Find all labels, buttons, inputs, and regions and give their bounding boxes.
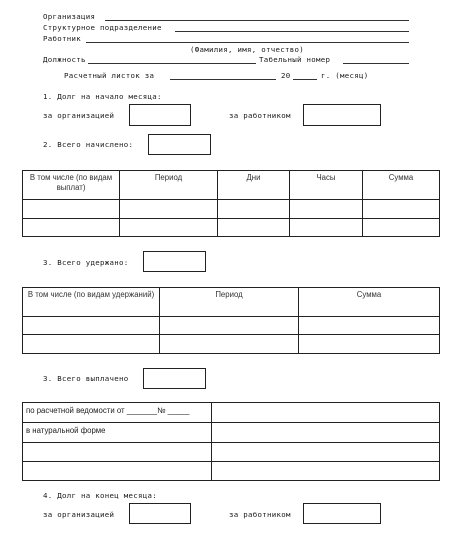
table-cell[interactable] [160, 317, 299, 335]
employee-name-hint: (Фамилия, имя, отчество) [190, 45, 304, 54]
paid-in-kind-label: в натуральной форме [23, 423, 212, 443]
position-field[interactable] [88, 63, 256, 64]
debt-end-org-box[interactable] [129, 503, 191, 524]
withheld-col-period: Период [160, 288, 299, 317]
year-suffix: г. (месяц) [321, 71, 369, 80]
accrued-col-period: Период [120, 171, 218, 200]
table-cell[interactable] [23, 317, 160, 335]
table-cell[interactable] [299, 335, 440, 354]
table-row [23, 403, 440, 423]
table-row [23, 462, 440, 481]
debt-end-employee-label: за работником [229, 510, 291, 519]
table-row [23, 443, 440, 462]
accrued-header-row [23, 171, 440, 200]
slip-month-field[interactable] [170, 79, 276, 80]
paid-total-box[interactable] [143, 368, 206, 389]
table-row [23, 219, 440, 237]
debt-end-employee-box[interactable] [303, 503, 381, 524]
paid-statement-label: по расчетной ведомости от _______№ _____ [23, 403, 212, 423]
table-cell[interactable] [160, 335, 299, 354]
table-cell[interactable] [212, 423, 440, 443]
table-cell[interactable] [218, 219, 290, 237]
paid-title: 3. Всего выплачено [43, 374, 129, 383]
table-cell[interactable] [299, 317, 440, 335]
accrued-total-box[interactable] [148, 134, 211, 155]
debt-end-title: 4. Долг на конец месяца: [43, 491, 157, 500]
debt-start-employee-label: за работником [229, 111, 291, 120]
table-cell[interactable] [23, 200, 120, 219]
debt-start-employee-box[interactable] [303, 104, 381, 126]
accrued-col-days: Дни [218, 171, 290, 200]
debt-start-title: 1. Долг на начало месяца: [43, 92, 162, 101]
employee-field[interactable] [86, 42, 409, 43]
accrued-col-types: В том числе (по видам выплат) [23, 171, 120, 200]
employee-label: Работник [43, 34, 81, 43]
table-cell[interactable] [212, 443, 440, 462]
organization-field[interactable] [105, 20, 409, 21]
table-cell[interactable] [23, 219, 120, 237]
slip-year-field[interactable] [293, 79, 317, 80]
table-cell[interactable] [212, 462, 440, 481]
withheld-title: 3. Всего удержано: [43, 258, 129, 267]
accrued-col-hours: Часы [290, 171, 363, 200]
table-cell[interactable] [212, 403, 440, 423]
table-cell[interactable] [23, 335, 160, 354]
position-label: Должность [43, 55, 86, 64]
accrued-title: 2. Всего начислено: [43, 140, 134, 149]
withheld-col-types: В том числе (по видам удержаний) [23, 288, 160, 317]
accrued-table [22, 170, 440, 237]
table-cell[interactable] [23, 443, 212, 462]
table-cell[interactable] [120, 200, 218, 219]
table-cell[interactable] [120, 219, 218, 237]
tab-number-field[interactable] [343, 63, 409, 64]
table-row [23, 317, 440, 335]
debt-end-org-label: за организацией [43, 510, 115, 519]
table-row [23, 335, 440, 354]
department-field[interactable] [175, 31, 409, 32]
table-row [23, 200, 440, 219]
table-cell[interactable] [23, 462, 212, 481]
table-row [23, 423, 440, 443]
department-label: Структурное подразделение [43, 23, 162, 32]
debt-start-org-box[interactable] [129, 104, 191, 126]
table-cell[interactable] [290, 200, 363, 219]
withheld-header-row [23, 288, 440, 317]
table-cell[interactable] [218, 200, 290, 219]
table-cell[interactable] [363, 200, 440, 219]
withheld-total-box[interactable] [143, 251, 206, 272]
slip-title: Расчетный листок за [64, 71, 155, 80]
paid-table [22, 402, 440, 481]
withheld-table [22, 287, 440, 354]
tab-number-label: Табельный номер [259, 55, 331, 64]
table-cell[interactable] [290, 219, 363, 237]
table-cell[interactable] [363, 219, 440, 237]
year-prefix: 20 [281, 71, 291, 80]
accrued-col-sum: Сумма [363, 171, 440, 200]
organization-label: Организация [43, 12, 96, 21]
debt-start-org-label: за организацией [43, 111, 115, 120]
withheld-col-sum: Сумма [299, 288, 440, 317]
